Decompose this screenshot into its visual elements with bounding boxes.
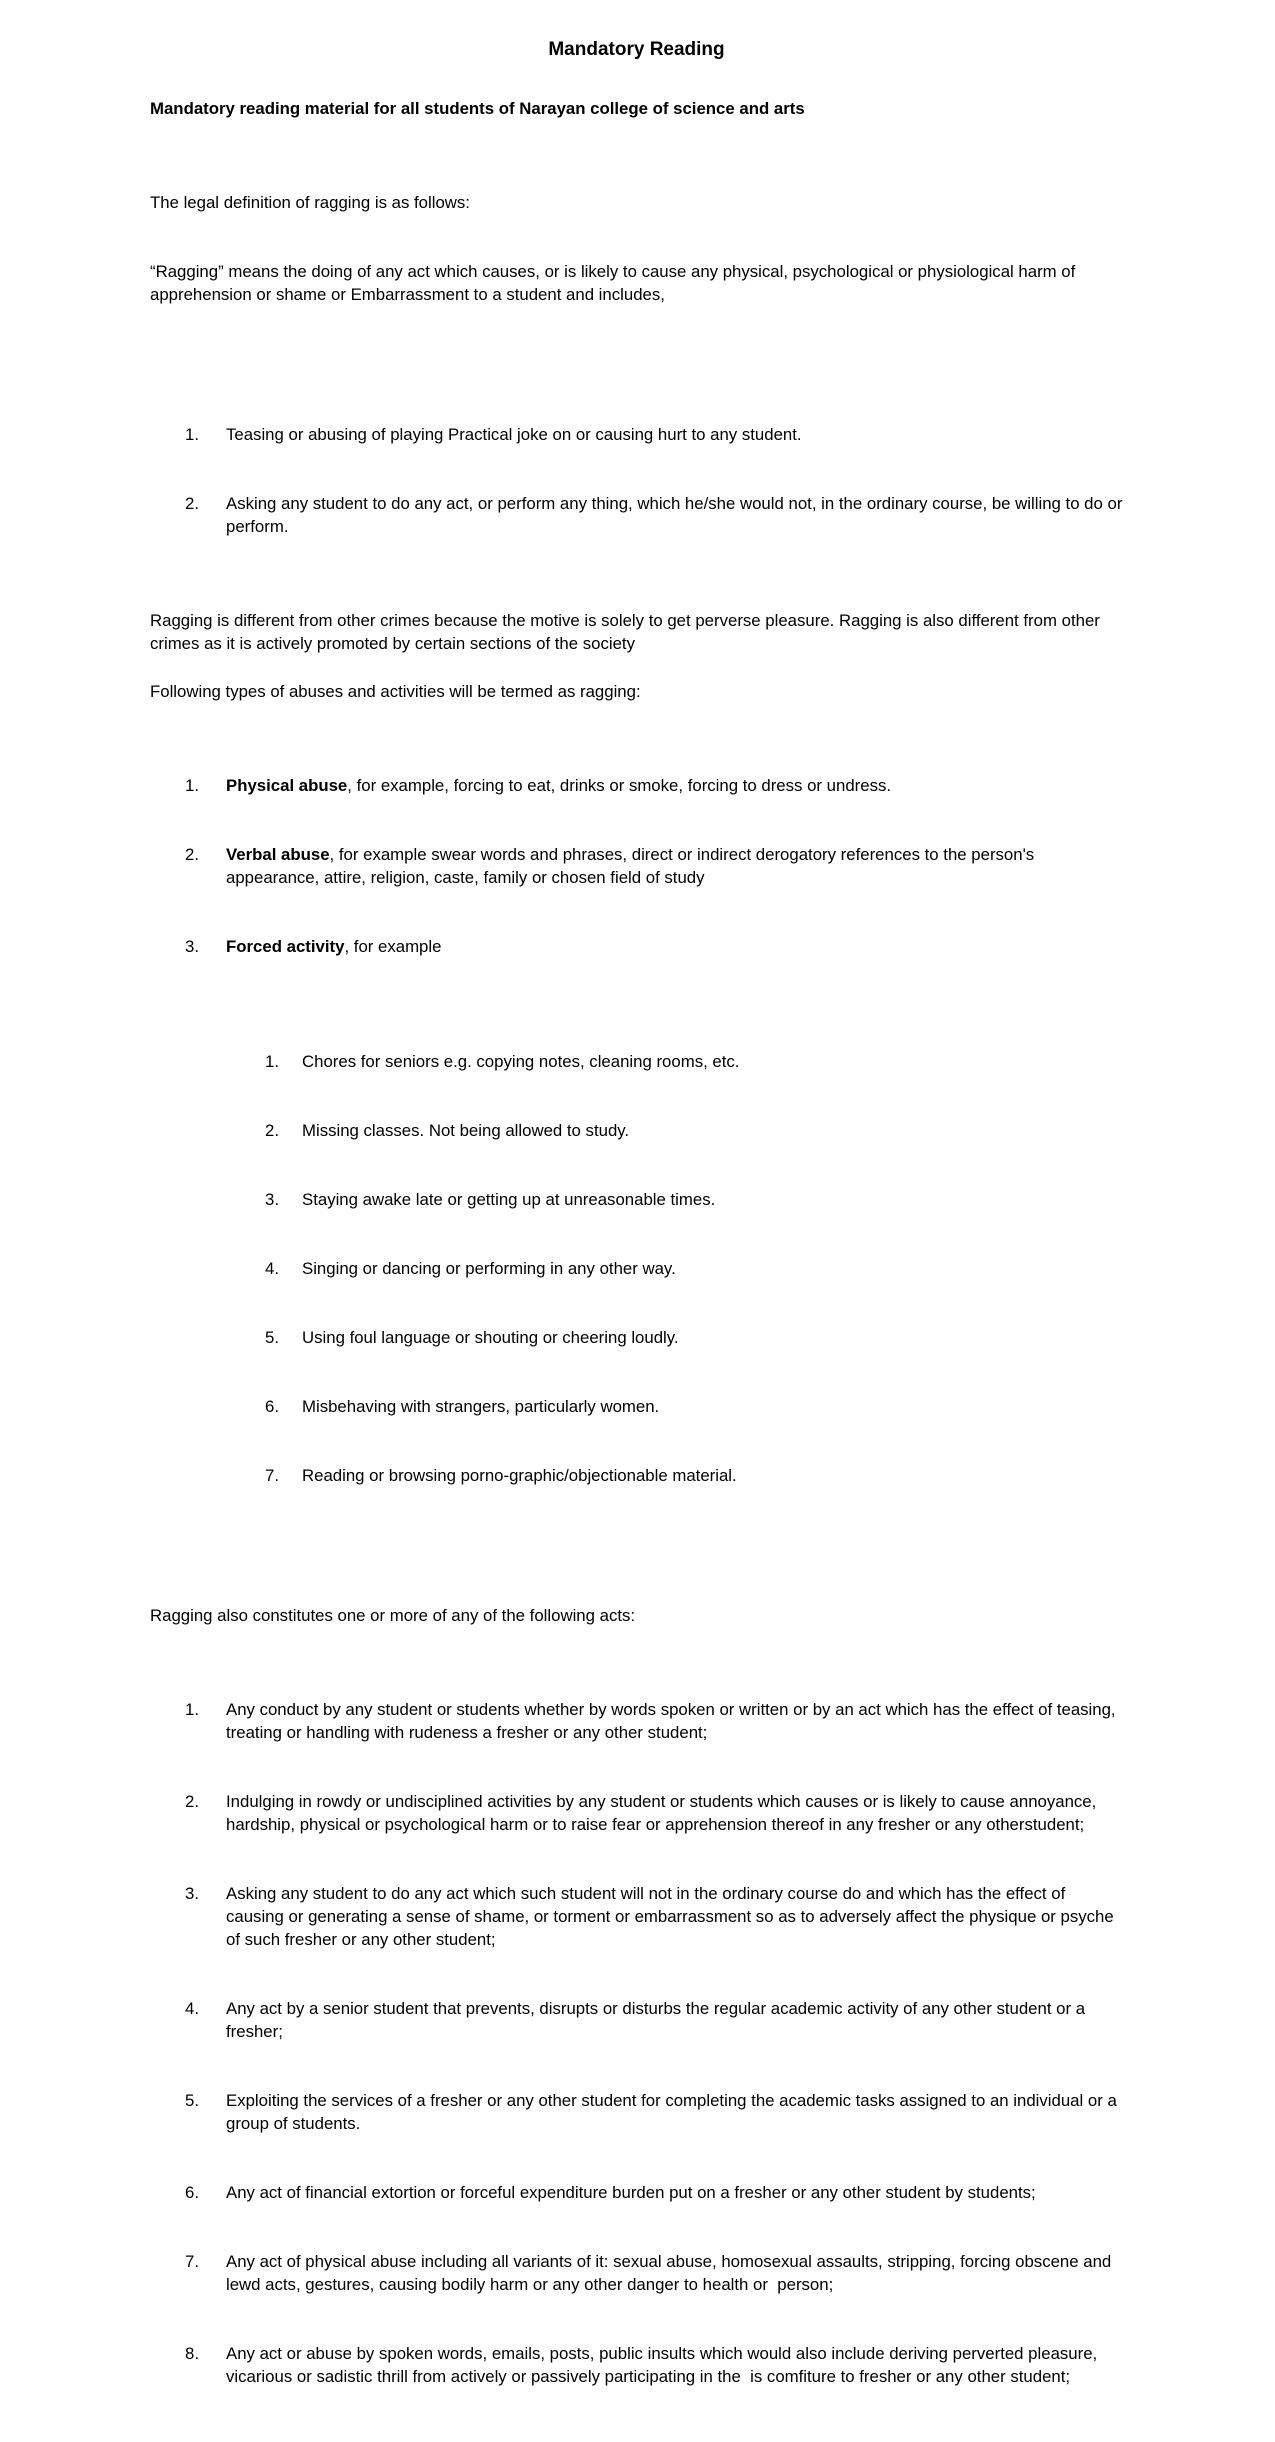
list-item (150, 1050, 1123, 1073)
list-item (150, 843, 1123, 889)
list-item-number: 7. (265, 1466, 279, 1485)
list-item-number: 8. (185, 2344, 199, 2363)
list-item-text: Asking any student to do any act, or perform any thing, which he/she would not, in the ordinary course, be willing to do or perform. (226, 494, 1128, 536)
list-item-number: 7. (185, 2252, 199, 2271)
list-item-text: Exploiting the services of a fresher or any other student for completing the academic tasks assigned to an individual or a group of students. (226, 2091, 1122, 2133)
list-item-number: 6. (185, 2183, 199, 2202)
list-item-number: 1. (265, 1052, 279, 1071)
list-item-text: Using foul language or shouting or cheering loudly. (302, 1328, 679, 1347)
list-item-number: 1. (185, 1700, 199, 1719)
list-item (150, 2342, 1123, 2388)
list-item (150, 2089, 1123, 2135)
list-item-text: Indulging in rowdy or undisciplined activities by any student or students which causes or is likely to cause annoyance, hardship, physical or psychological harm or to raise fear or apprehension thereof in any fresher or any otherstudent; (226, 1792, 1101, 1834)
list-item-text: Misbehaving with strangers, particularly women. (302, 1397, 660, 1416)
paragraph-following-types: Following types of abuses and activities will be termed as ragging: (150, 682, 641, 701)
document-subtitle: Mandatory reading material for all students of Narayan college of science and arts (150, 99, 805, 118)
list-forced-activity-examples (150, 1004, 1123, 1533)
list-item-number: 2. (185, 494, 199, 513)
list-item (150, 774, 1123, 797)
paragraph-legal-definition (150, 145, 1123, 352)
paragraph-ragging-different: Ragging is different from other crimes because the motive is solely to get perverse pleasure. Ragging is also different from other crimes as it is actively promoted by certain sections of the society (150, 611, 1105, 653)
list-item (150, 492, 1128, 538)
list-item-text: Teasing or abusing of playing Practical joke on or causing hurt to any student. (226, 425, 802, 444)
list-item-rest: , for example swear words and phrases, direct or indirect derogatory references to the person's appearance, attire, religion, caste, family or chosen field of study (226, 845, 1039, 887)
list-item (150, 935, 1123, 958)
list-item-text: Reading or browsing porno-graphic/objectionable material. (302, 1466, 737, 1485)
legal-definition-quote-line: “Ragging” means the doing of any act which causes, or is likely to cause any physical, psychological or physiological harm of apprehension or shame or Embarrassment to a student and includes, (150, 262, 1080, 304)
list-item (150, 1698, 1123, 1744)
list-item (150, 1188, 1123, 1211)
list-item-number: 3. (185, 937, 199, 956)
list-item-rest: , for example, forcing to eat, drinks or smoke, forcing to dress or undress. (347, 776, 892, 795)
list-item-number: 5. (265, 1328, 279, 1347)
list-item-number: 1. (185, 425, 199, 444)
list-item-text (226, 774, 1123, 797)
document-title: Mandatory Reading (548, 39, 725, 60)
list-item (150, 1257, 1123, 1280)
list-item (150, 2181, 1123, 2204)
list-item-bold-lead: Forced activity (226, 937, 345, 956)
legal-definition-intro-line: The legal definition of ragging is as follows: (150, 193, 470, 212)
list-abuse-types (150, 728, 1123, 1579)
list-item-number: 6. (265, 1397, 279, 1416)
list-item-text: Any act by a senior student that prevents, disrupts or disturbs the regular academic activity of any other student or a fresher; (226, 1999, 1090, 2041)
list-item-bold-lead: Physical abuse (226, 776, 348, 795)
list-item (150, 1326, 1123, 1349)
list-item-text: Asking any student to do any act which such student will not in the ordinary course do and which has the effect of causing or generating a sense of shame, or torment or embarrassment so as to adversely affect the physique or psyche of such fresher or any other student; (226, 1884, 1119, 1949)
list-item-text (226, 935, 1123, 958)
paragraph-ragging-constitutes: Ragging also constitutes one or more of any of the following acts: (150, 1606, 636, 1625)
list-item-text: Staying awake late or getting up at unreasonable times. (302, 1190, 716, 1209)
list-item-number: 4. (265, 1259, 279, 1278)
list-item-text: Any act of financial extortion or forceful expenditure burden put on a fresher or any other student by students; (226, 2183, 1036, 2202)
list-item (150, 1997, 1123, 2043)
list-item (150, 423, 1123, 446)
list-item (150, 1790, 1123, 1836)
list-item-number: 2. (185, 1792, 199, 1811)
list-item-text: Any act or abuse by spoken words, emails, posts, public insults which would also include deriving perverted pleasure, vicarious or sadistic thrill from actively or passively participating in the is comfiture to fresher or any other student; (226, 2344, 1102, 2386)
list-item-text: Any act of physical abuse including all variants of it: sexual abuse, homosexual assaults, stripping, forcing obscene and lewd acts, gestures, causing bodily harm or any other danger to health or person; (226, 2252, 1116, 2294)
list-ragging-includes (150, 377, 1128, 584)
list-item-text (226, 843, 1123, 889)
list-item-text: Any conduct by any student or students whether by words spoken or written or by an act which has the effect of teasing, treating or handling with rudeness a fresher or any other student; (226, 1700, 1121, 1742)
list-item-number: 2. (185, 845, 199, 864)
list-item-number: 1. (185, 776, 199, 795)
list-item-number: 5. (185, 2091, 199, 2110)
list-item-text: Missing classes. Not being allowed to study. (302, 1121, 630, 1140)
list-item-number: 3. (185, 1884, 199, 1903)
list-item (150, 1464, 1123, 1487)
list-item (150, 2250, 1123, 2296)
list-item-bold-lead: Verbal abuse (226, 845, 330, 864)
list-item-number: 4. (185, 1999, 199, 2018)
list-item (150, 1882, 1123, 1951)
list-item-number: 3. (265, 1190, 279, 1209)
list-item-text: Chores for seniors e.g. copying notes, cleaning rooms, etc. (302, 1052, 740, 1071)
list-item-number: 2. (265, 1121, 279, 1140)
list-ragging-acts (150, 1652, 1123, 2434)
list-item-rest: , for example (344, 937, 442, 956)
list-item-text: Singing or dancing or performing in any other way. (302, 1259, 676, 1278)
list-item (150, 1395, 1123, 1418)
list-item (150, 1119, 1123, 1142)
